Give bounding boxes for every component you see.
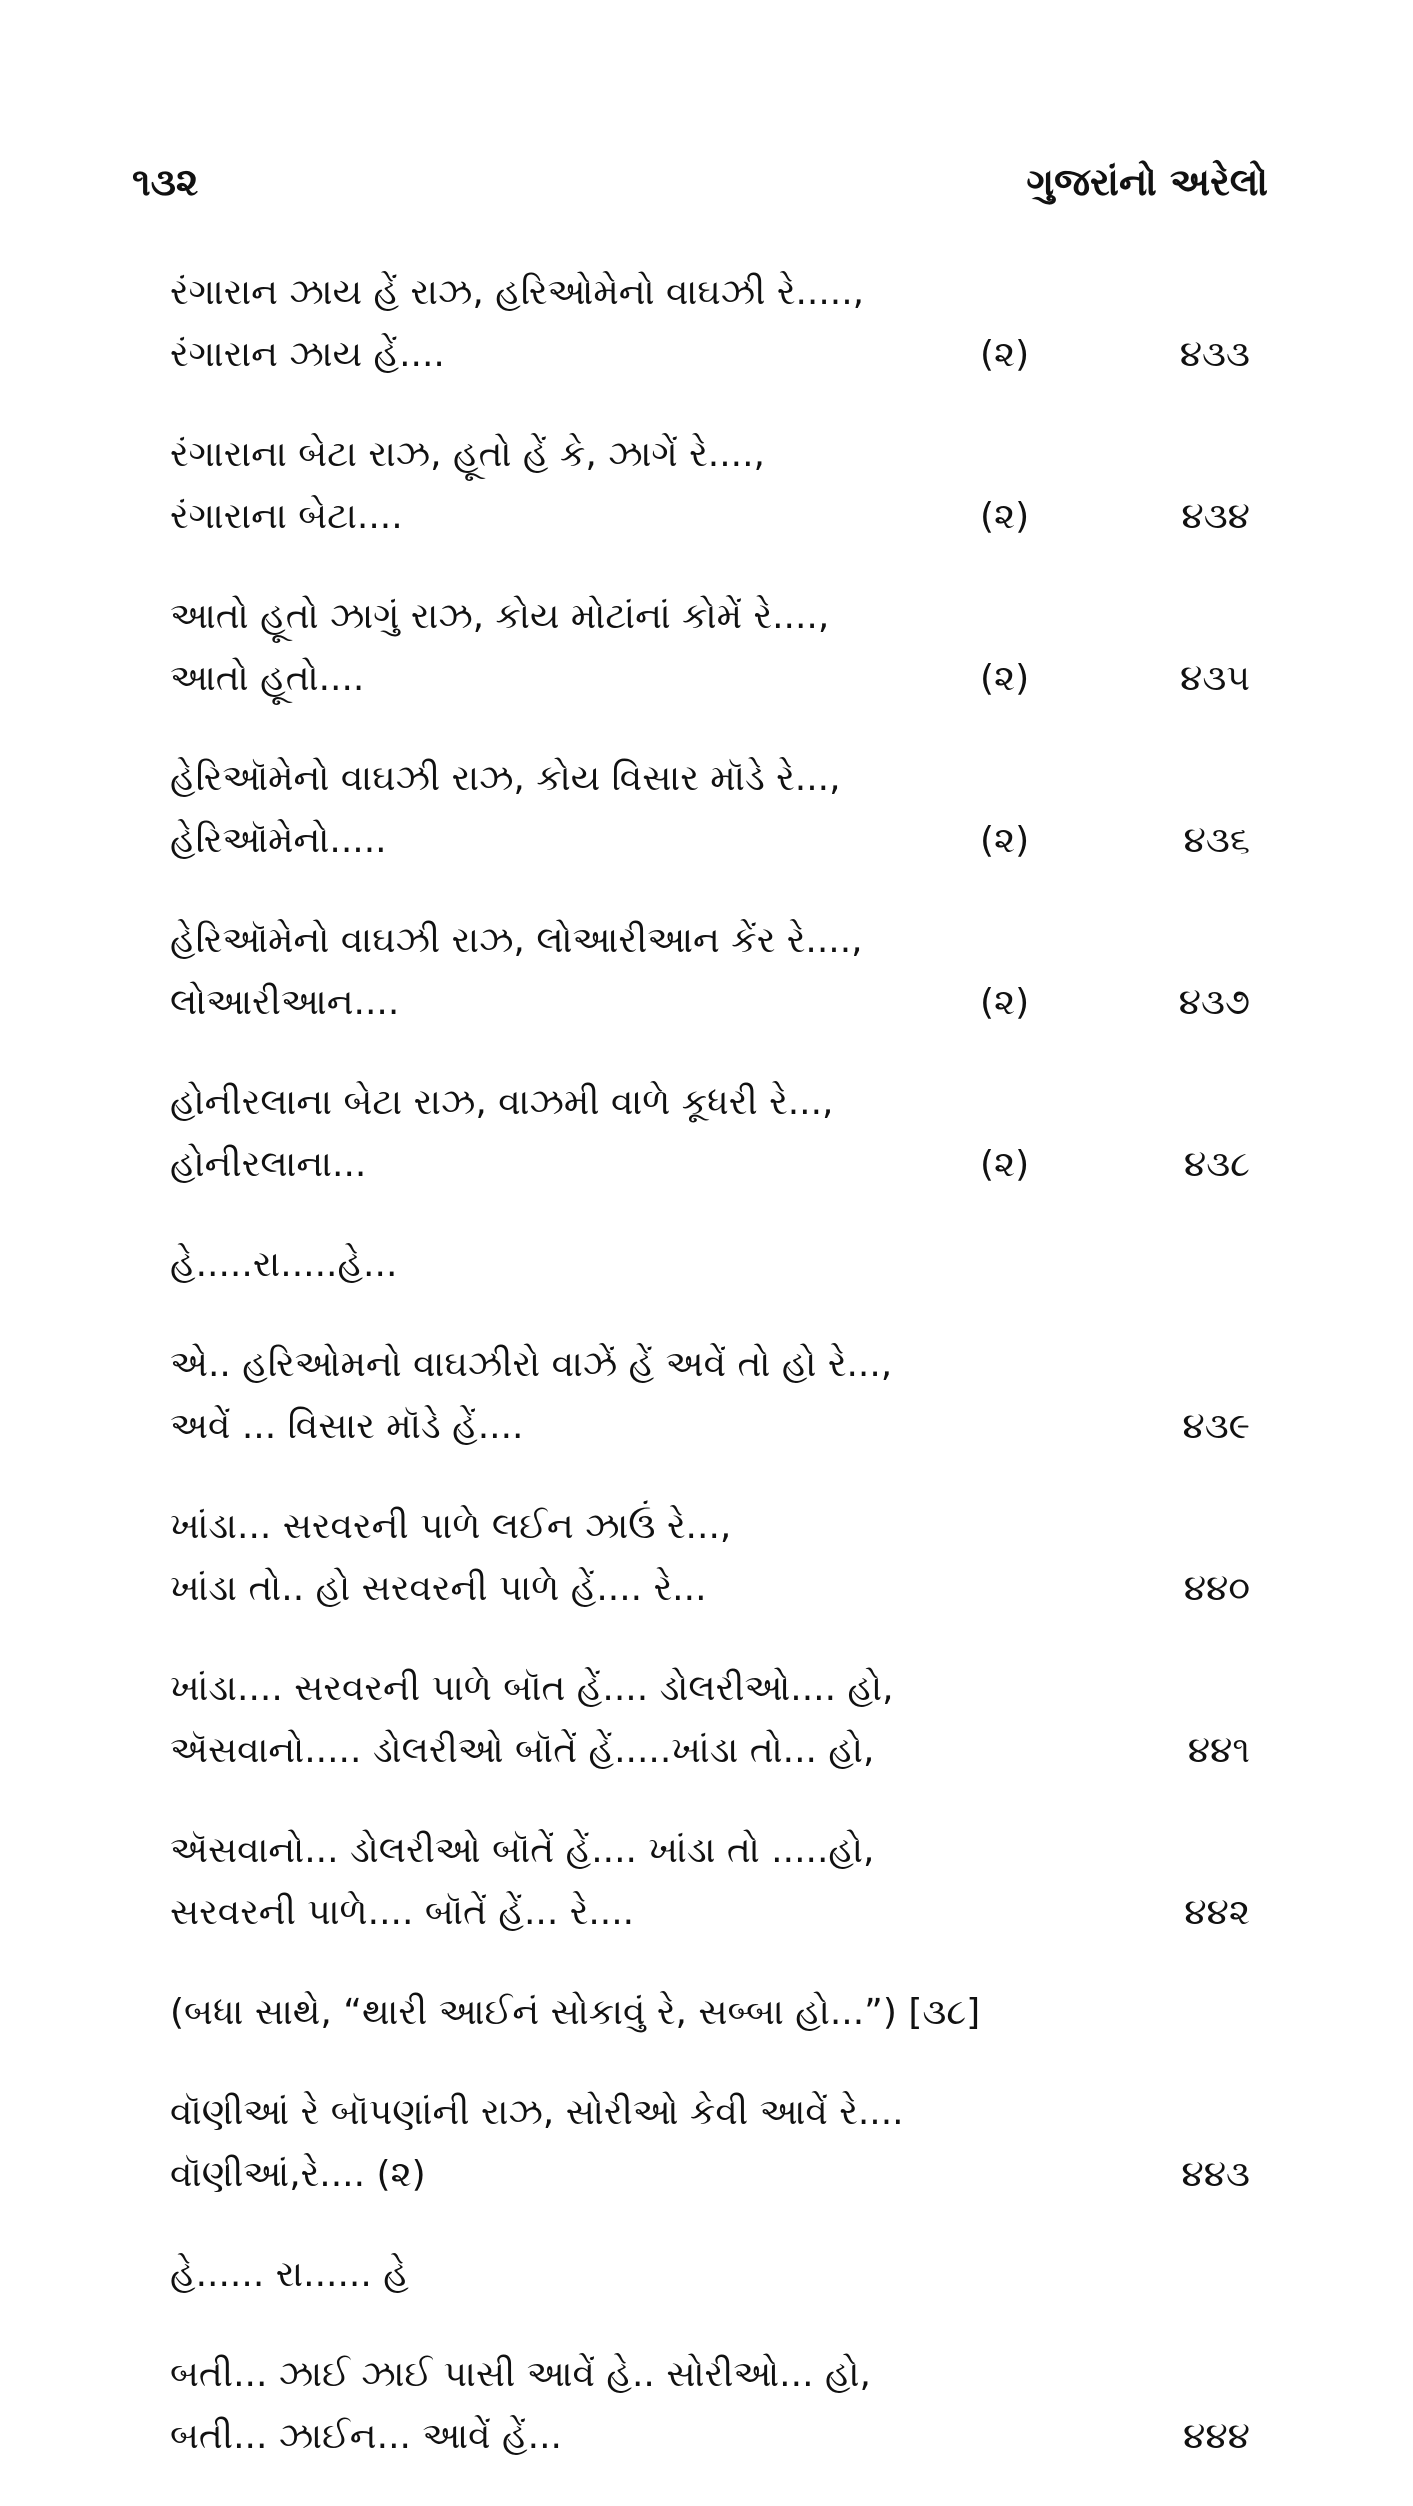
verse-text: ખાંડા.... સરવરની પાળે બૉત હેં.... ડોલરીઓ.... હો,	[170, 1668, 894, 1709]
chorus-note-text: (બધા સાથે, “થારી આઈનં સોકાવું રે, સબ્બા હો...”) [૩૮]	[170, 1992, 981, 2033]
verse-number: ૪૪૦	[1183, 1568, 1250, 1609]
verse-line	[170, 2082, 1250, 2144]
verse-text: આતો હૂતો ઝાગું રાઝ, કોય મોટાંનાં કોમેં રે....,	[170, 596, 830, 637]
verse-line	[170, 972, 1250, 1034]
stanza-443	[170, 2082, 1250, 2206]
verse-number: ૪૩૩	[1179, 334, 1250, 375]
refrain-mark: (૨)	[980, 820, 1030, 861]
verse-number: ૪૪૧	[1187, 1730, 1250, 1771]
verse-text: વૉણીઆં રે બૉપણાંની રાઝ, સોરીઓ કેવી આવેં રે....	[170, 2092, 904, 2133]
verse-line	[170, 486, 1250, 548]
refrain-mark: (૨)	[980, 334, 1030, 375]
interlude-line	[170, 1234, 1250, 1296]
verse-line	[170, 1396, 1250, 1458]
verse-line	[170, 1882, 1250, 1944]
verse-number: ૪૪૩	[1181, 2154, 1250, 2195]
refrain-mark: (૨)	[980, 658, 1030, 699]
refrain-mark: (૨)	[980, 1144, 1030, 1185]
verse-text: રંગારાના બેટા....	[170, 496, 403, 537]
verse-text: ખાંડા તો.. હો સરવરની પાળે હેં.... રે...	[170, 1568, 707, 1609]
refrain-mark: (૨)	[980, 982, 1030, 1023]
verse-number: ૪૩૮	[1183, 1144, 1250, 1185]
verse-text: હોનીરલાના બેટા રાઝ, વાઝમી વાળે કૂધરી રે...,	[170, 1082, 834, 1123]
running-title: ગુજરાંનો અરેલો	[1026, 160, 1268, 204]
verse-line	[170, 748, 1250, 810]
stanza-435	[170, 586, 1250, 710]
verse-line	[170, 648, 1250, 710]
verse-line	[170, 2144, 1250, 2206]
stanza-440	[170, 1496, 1250, 1620]
verse-number: ૪૩૪	[1181, 496, 1250, 537]
verse-text: બતી... ઝાઈ ઝાઈ પાસી આવેં હે.. સોરીઓ... હો,	[170, 2354, 871, 2395]
chorus-note	[170, 1982, 1250, 2044]
stanza-436	[170, 748, 1250, 872]
verse-text: ખાંડા... સરવરની પાળે લઈન ઝાઉં રે...,	[170, 1506, 732, 1547]
verse-text: વૉણીઆં,રે.... (૨)	[170, 2154, 426, 2195]
verse-text: સરવરની પાળે.... બૉતેં હેં... રે....	[170, 1892, 635, 1933]
verse-text: હેરિઑમેનો વાઘઝી રાઝ, લોઆરીઆન કેંર રે....,	[170, 920, 863, 961]
page-body	[170, 262, 1250, 2506]
interlude-text: હે...... રા...... હે	[170, 2254, 409, 2295]
verse-text: ઍસવાનો... ડોલરીઓ બૉતેં હેં.... ખાંડા તો .....હો,	[170, 1830, 875, 1871]
stanza-442	[170, 1820, 1250, 1944]
verse-number: ૪૩૭	[1178, 982, 1250, 1023]
verse-line	[170, 1658, 1250, 1720]
verse-text: હેરિઑમેનો વાઘઝી રાઝ, કોય વિસાર મૉડે રે...,	[170, 758, 841, 799]
refrain-mark: (૨)	[980, 496, 1030, 537]
verse-number: ૪૪૨	[1184, 1892, 1250, 1933]
stanza-438	[170, 1072, 1250, 1196]
verse-text: હેરિઑમેનો.....	[170, 820, 387, 861]
stanza-439	[170, 1334, 1250, 1458]
verse-text: લોઆરીઆન....	[170, 982, 400, 1023]
page-number: ૧૩૨	[132, 160, 199, 204]
verse-number: ૪૪૪	[1183, 2416, 1250, 2457]
stanza-441	[170, 1658, 1250, 1782]
interlude-line	[170, 2244, 1250, 2306]
verse-text: અવેં ... વિસાર મૉડે હેં....	[170, 1406, 524, 1447]
verse-line	[170, 1334, 1250, 1396]
verse-line	[170, 1720, 1250, 1782]
verse-line	[170, 1558, 1250, 1620]
verse-line	[170, 810, 1250, 872]
verse-line	[170, 424, 1250, 486]
stanza-433	[170, 262, 1250, 386]
stanza-434	[170, 424, 1250, 548]
interlude-text: હે.....રા.....હે...	[170, 1244, 398, 1285]
verse-line	[170, 586, 1250, 648]
verse-line	[170, 1072, 1250, 1134]
verse-line	[170, 1134, 1250, 1196]
verse-line	[170, 910, 1250, 972]
verse-number: ૪૩૬	[1183, 820, 1250, 861]
verse-text: એ.. હરિઓમનો વાઘઝીરો વાઝેં હેં અવેં તો હો રે...,	[170, 1344, 893, 1385]
verse-number: ૪૩૯	[1182, 1406, 1250, 1447]
verse-text: રંગારાન ઝાય હેં....	[170, 334, 445, 375]
verse-text: આતો હૂતો....	[170, 658, 365, 699]
verse-text: ઍસવાનો..... ડોલરીઓ બૉતેં હેં.....ખાંડા તો... હો,	[170, 1730, 875, 1771]
verse-text: બતી... ઝાઈન... આવેં હેં...	[170, 2416, 562, 2457]
verse-line	[170, 1820, 1250, 1882]
verse-text: રંગારાન ઝાય હેં રાઝ, હરિઓમેનો વાઘઝી રે.....,	[170, 272, 865, 313]
verse-line	[170, 2406, 1250, 2468]
verse-text: રંગારાના બેટા રાઝ, હૂતો હેં કે, ઝાગેં રે....,	[170, 434, 765, 475]
verse-text: હોનીરલાના...	[170, 1144, 367, 1185]
verse-line	[170, 262, 1250, 324]
stanza-444	[170, 2344, 1250, 2468]
verse-line	[170, 2344, 1250, 2406]
stanza-437	[170, 910, 1250, 1034]
verse-line	[170, 324, 1250, 386]
verse-line	[170, 1496, 1250, 1558]
verse-number: ૪૩૫	[1180, 658, 1250, 699]
